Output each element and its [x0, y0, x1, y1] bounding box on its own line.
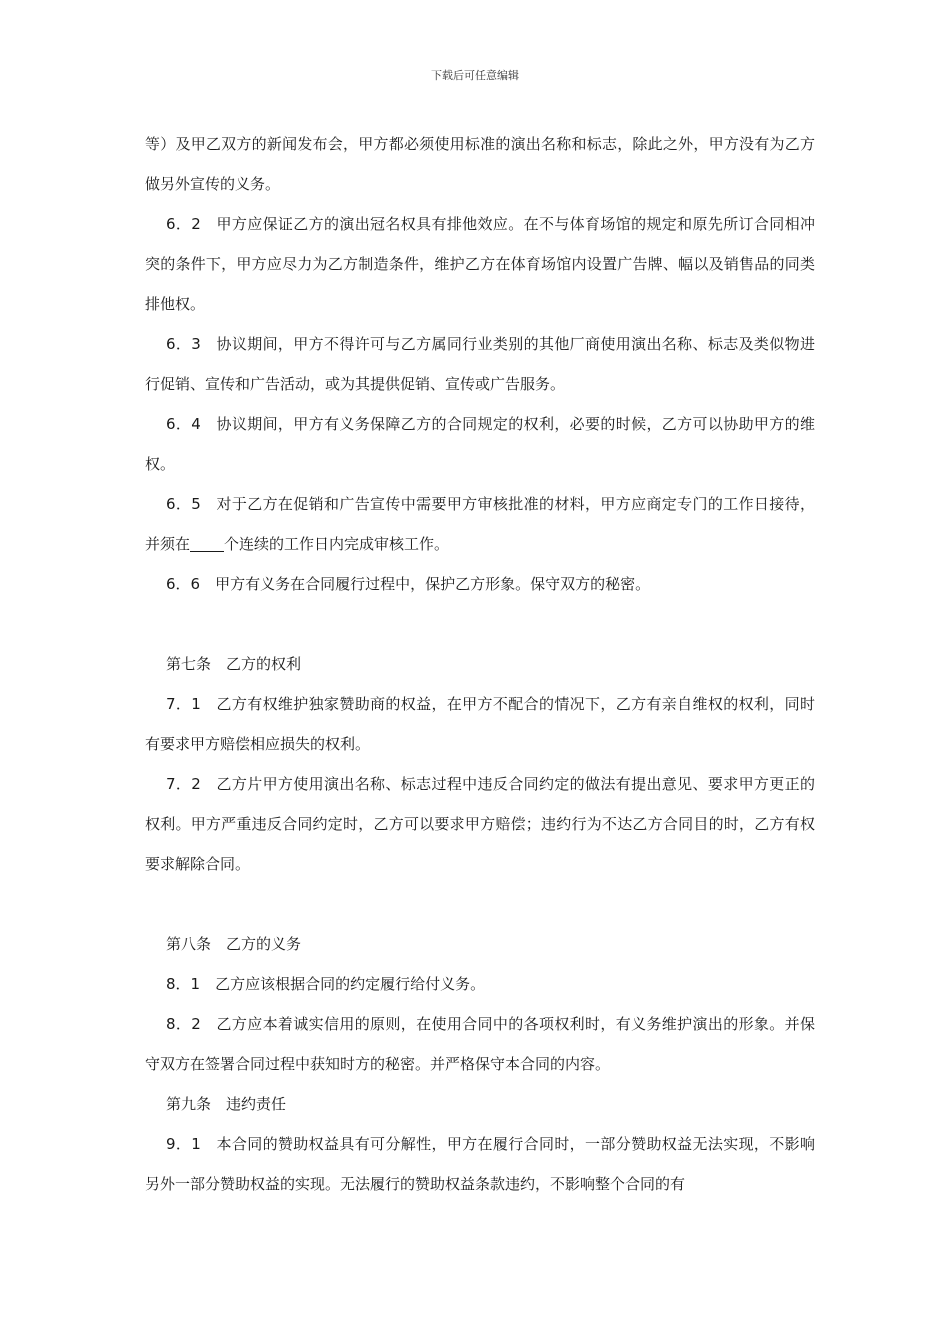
section-spacer [145, 884, 815, 924]
clause-6-3: 6．3 协议期间，甲方不得许可与乙方属同行业类别的其他厂商使用演出名称、标志及类似物进行促销、宣传和广告活动，或为其提供促销、宣传或广告服务。 [145, 335, 815, 393]
clause-6-6: 6．6 甲方有义务在合同履行过程中，保护乙方形象。保守双方的秘密。 [166, 575, 651, 593]
paragraph-continuation: 等）及甲乙双方的新闻发布会，甲方都必须使用标准的演出名称和标志，除此之外，甲方没有为乙方做另外宣传的义务。 [145, 135, 815, 193]
clause-6-5 [145, 484, 815, 564]
clause-7-1: 7．1 乙方有权维护独家赞助商的权益，在甲方不配合的情况下，乙方有亲自维权的权利，同时有要求甲方赔偿相应损失的权利。 [145, 695, 815, 753]
section-spacer [145, 604, 815, 644]
clause-6-5-text-b: 个连续的工作日内完成审核工作。 [224, 535, 450, 553]
fill-in-blank[interactable] [190, 533, 224, 552]
article-7-heading: 第七条 乙方的权利 [166, 655, 302, 673]
clause-8-2: 8．2 乙方应本着诚实信用的原则，在使用合同中的各项权利时，有义务维护演出的形象。并保守双方在签署合同过程中获知时方的秘密。并严格保守本合同的内容。 [145, 1015, 815, 1073]
clause-7-2: 7．2 乙方片甲方使用演出名称、标志过程中违反合同约定的做法有提出意见、要求甲方更正的权利。甲方严重违反合同约定时，乙方可以要求甲方赔偿；违约行为不达乙方合同目的时，乙方有权要求解除合同。 [145, 775, 815, 873]
article-9-heading: 第九条 违约责任 [166, 1095, 287, 1113]
clause-6-2: 6．2 甲方应保证乙方的演出冠名权具有排他效应。在不与体育场馆的规定和原先所订合同相冲突的条件下，甲方应尽力为乙方制造条件，维护乙方在体育场馆内设置广告牌、幅以及销售品的同类排他权。 [145, 215, 815, 313]
page-header-note: 下载后可任意编辑 [431, 69, 519, 82]
clause-9-1: 9．1 本合同的赞助权益具有可分解性，甲方在履行合同时，一部分赞助权益无法实现，不影响另外一部分赞助权益的实现。无法履行的赞助权益条款违约，不影响整个合同的有 [145, 1135, 815, 1193]
article-8-heading: 第八条 乙方的义务 [166, 935, 302, 953]
clause-6-4: 6．4 协议期间，甲方有义务保障乙方的合同规定的权利，必要的时候，乙方可以协助甲方的维权。 [145, 415, 815, 473]
document-body [145, 124, 815, 1204]
clause-8-1: 8．1 乙方应该根据合同的约定履行给付义务。 [166, 975, 486, 993]
clause-6-5-text-a: 6．5 对于乙方在促销和广告宣传中需要甲方审核批准的材料，甲方应商定专门的工作日接待，并须在 [145, 495, 815, 553]
